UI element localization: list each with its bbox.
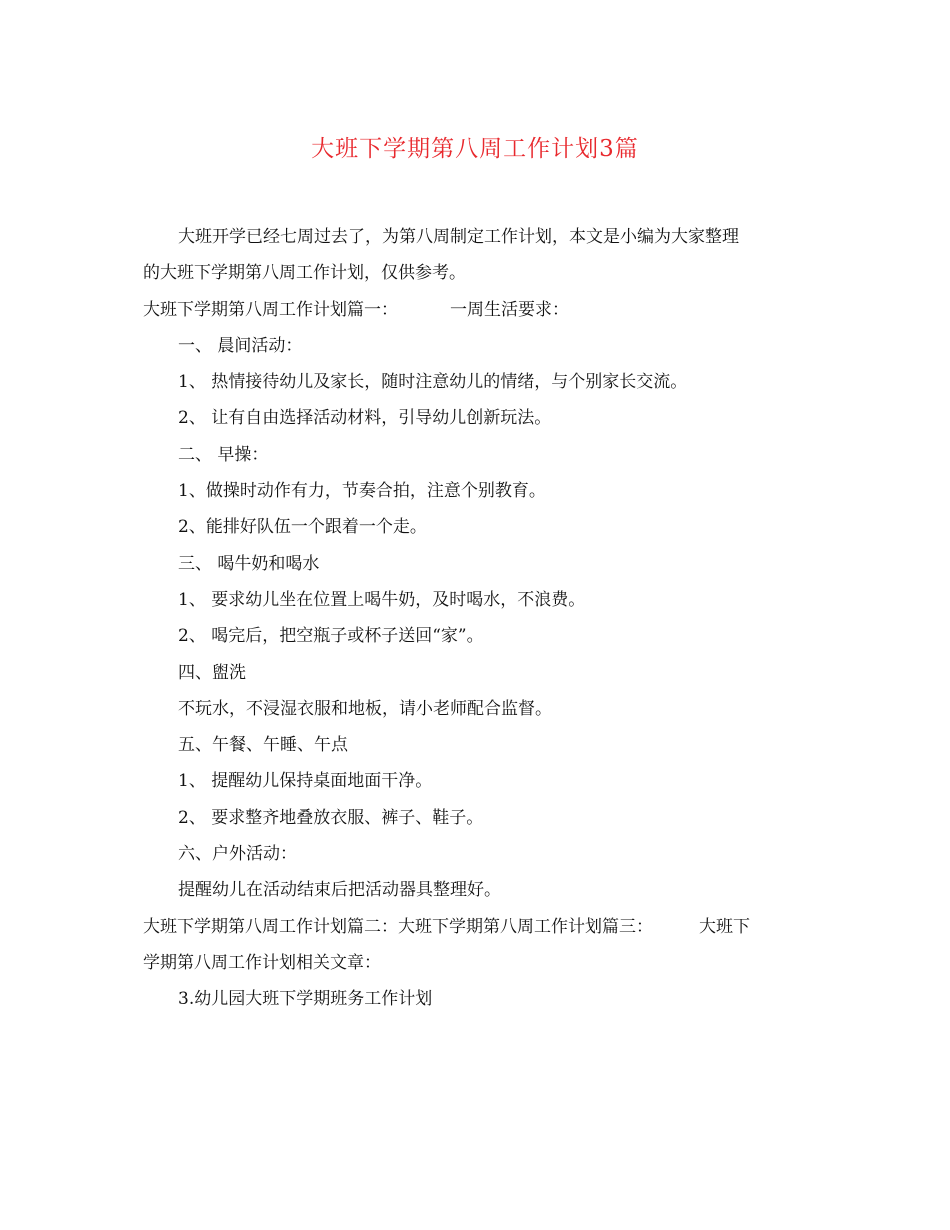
related-article-item: 3.幼儿园大班下学期班务工作计划 — [178, 989, 433, 1010]
section-item: 1、 要求幼儿坐在位置上喝牛奶，及时喝水，不浪费。 — [178, 589, 586, 610]
section-item: 2、 喝完后，把空瓶子或杯子送回“家”。 — [178, 626, 484, 647]
section-heading: 五、午餐、午睡、午点 — [178, 735, 348, 756]
section-item: 1、 提醒幼儿保持桌面地面干净。 — [178, 771, 433, 792]
footer-line — [143, 909, 798, 945]
document-body — [143, 219, 798, 1018]
section-item: 1、 热情接待幼儿及家长，随时注意幼儿的情绪，与个别家长交流。 — [178, 372, 688, 393]
section-item: 2、 要求整齐地叠放衣服、裤子、鞋子。 — [178, 807, 484, 828]
section-item: 1、做操时动作有力，节奏合拍，注意个别教育。 — [178, 481, 546, 502]
section-heading: 四、盥洗 — [178, 662, 246, 683]
related-heading-start: 大班下 — [699, 916, 750, 937]
section-item: 2、能排好队伍一个跟着一个走。 — [178, 517, 427, 538]
part-two-three-headings: 大班下学期第八周工作计划篇二：大班下学期第八周工作计划篇三： — [143, 916, 653, 937]
section-item: 提醒幼儿在活动结束后把活动器具整理好。 — [178, 880, 501, 901]
section-heading: 二、 早操： — [178, 444, 269, 465]
section-heading: 三、 喝牛奶和喝水 — [178, 553, 320, 574]
section-item: 2、 让有自由选择活动材料，引导幼儿创新玩法。 — [178, 408, 552, 429]
document-title: 大班下学期第八周工作计划3篇 — [311, 136, 639, 162]
intro-paragraph-continued: 的大班下学期第八周工作计划，仅供参考。 — [143, 263, 466, 284]
intro-paragraph: 大班开学已经七周过去了，为第八周制定工作计划，本文是小编为大家整理 — [178, 227, 739, 247]
section-heading: 六、户外活动： — [178, 844, 297, 865]
section-heading: 一、 晨间活动： — [178, 335, 303, 356]
related-heading-continued: 学期第八周工作计划相关文章： — [143, 952, 381, 973]
part-one-subheading: 一周生活要求： — [450, 299, 569, 320]
section-item: 不玩水，不浸湿衣服和地板，请小老师配合监督。 — [178, 698, 552, 719]
part-one-heading: 大班下学期第八周工作计划篇一： — [143, 299, 398, 320]
part-one-heading-line — [143, 292, 798, 328]
